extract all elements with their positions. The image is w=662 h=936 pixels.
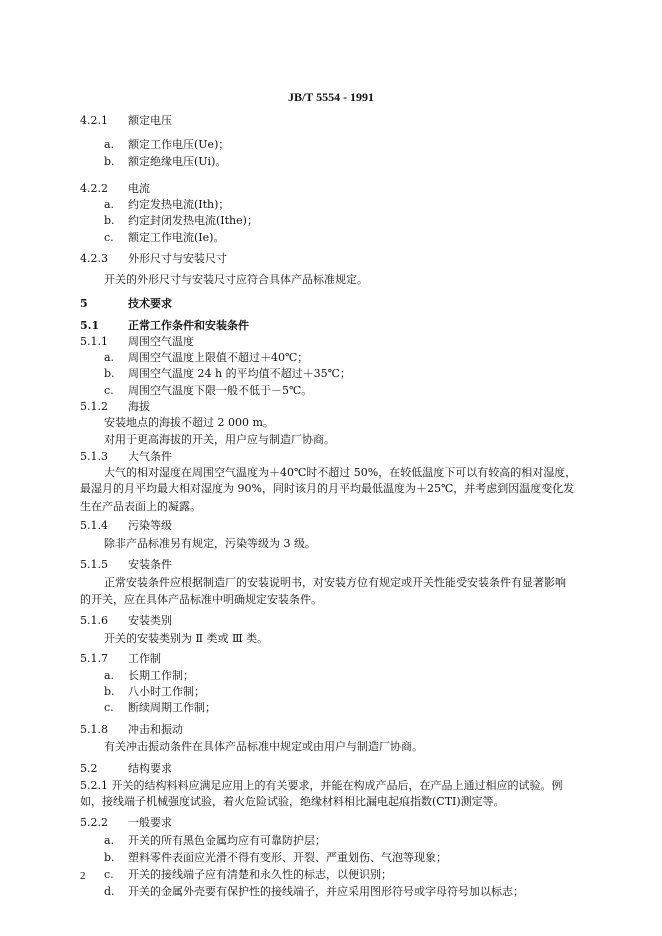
text-line [104, 868, 392, 882]
clause-number: 4.2.3 [80, 252, 108, 265]
list-letter: c. [104, 868, 114, 881]
clause-number: 5.1.3 [80, 450, 108, 463]
line-text: 5.2.1 开关的结构料料应满足应用上的有关要求，并能在构成产品后，在产品上通过相应的试验。例 [80, 779, 563, 792]
clause-number: 5.1 [80, 319, 100, 332]
line-text: 工作制 [128, 652, 161, 665]
page-number: 2 [80, 870, 86, 882]
text-line [104, 701, 216, 715]
text-line [80, 252, 227, 266]
line-text: 八小时工作制； [128, 685, 205, 698]
text-line [80, 482, 574, 496]
list-letter: a. [104, 351, 115, 364]
text-line [80, 114, 172, 128]
text-line [104, 669, 194, 683]
line-text: 的开关，应在具体产品标准中明确规定安装条件。 [80, 593, 322, 606]
text-line [104, 433, 335, 447]
line-text: 有关冲击振动条件在具体产品标准中规定或由用户与制造厂协商。 [104, 740, 423, 753]
clause-number: 5.1.7 [80, 652, 108, 665]
text-line [80, 816, 172, 830]
clause-number: 5.1.8 [80, 723, 108, 736]
list-letter: b. [104, 367, 115, 380]
text-line [104, 416, 274, 430]
line-text: 周围空气温度下限一般不低于－5℃。 [128, 384, 313, 397]
line-text: 冲击和振动 [128, 723, 183, 736]
text-line [80, 614, 172, 628]
line-text: 开关的金属外壳要有保护性的接线端子，并应采用图形符号或字母符号加以标志； [128, 885, 524, 898]
clause-number: 5.2 [80, 762, 98, 775]
text-line [104, 537, 316, 551]
clause-number: 5.2.2 [80, 816, 108, 829]
line-text: 海拔 [128, 400, 150, 413]
line-text: 约定发热电流(Ith)； [128, 198, 230, 211]
text-line [80, 593, 322, 607]
text-line [80, 779, 562, 793]
list-letter: b. [104, 155, 115, 168]
line-text: 开关的外形尺寸与安装尺寸应符合具体产品标准规定。 [104, 273, 368, 286]
line-text: 正常工作条件和安装条件 [128, 319, 249, 332]
text-line [104, 885, 524, 899]
clause-number: 4.2.1 [80, 114, 108, 127]
clause-number: 5.1.5 [80, 558, 108, 571]
line-text: 额定绝缘电压(Ui)。 [128, 155, 227, 168]
line-text: 生在产品表面上的凝露。 [80, 500, 201, 513]
text-line [80, 400, 150, 414]
text-line [104, 231, 224, 245]
line-text: 额定电压 [128, 114, 172, 127]
text-line [80, 519, 172, 533]
line-text: 如，接线端子机械强度试验，着火危险试验，绝缘材料相比漏电起痕指数(CTI)测定等。 [80, 795, 505, 808]
line-text: 周围空气温度 24 h 的平均值不超过＋35℃； [128, 367, 351, 380]
line-text: 额定工作电流(Ie)。 [128, 231, 225, 244]
text-line [104, 155, 226, 169]
text-line [80, 335, 194, 349]
line-text: 外形尺寸与安装尺寸 [128, 252, 227, 265]
text-line [104, 740, 423, 754]
text-line [104, 466, 576, 480]
text-line [104, 576, 566, 590]
text-line [104, 273, 368, 287]
text-line [104, 367, 351, 381]
text-line [104, 632, 268, 646]
text-line [104, 834, 326, 848]
clause-number: 5.1.1 [80, 335, 108, 348]
line-text: 额定工作电压(Ue)； [128, 138, 230, 151]
text-line [104, 138, 229, 152]
list-letter: b. [104, 685, 115, 698]
text-line [80, 723, 183, 737]
line-text: 正常安装条件应根据制造厂的安装说明书，对安装方位有规定或开关性能受安装条件有显著影响 [104, 576, 566, 589]
text-line [80, 319, 249, 333]
line-text: 长期工作制； [128, 669, 194, 682]
list-letter: c. [104, 701, 114, 714]
list-letter: a. [104, 138, 115, 151]
text-line [104, 214, 258, 228]
list-letter: c. [104, 384, 114, 397]
line-text: 污染等级 [128, 519, 172, 532]
text-line [80, 652, 161, 666]
line-text: 安装类别 [128, 614, 172, 627]
text-line [80, 500, 201, 514]
clause-number: 5.1.4 [80, 519, 108, 532]
text-line [80, 297, 172, 311]
line-text: 一般要求 [128, 816, 172, 829]
clause-number: 5 [80, 297, 88, 310]
text-line [80, 182, 150, 196]
clause-number: 5.1.2 [80, 400, 108, 413]
line-text: 技术要求 [128, 297, 172, 310]
line-text: 开关的安装类别为 Ⅱ 类或 Ⅲ 类。 [104, 632, 269, 645]
line-text: 安装地点的海拔不超过 2 000 m。 [104, 416, 274, 429]
text-line [104, 351, 308, 365]
line-text: 大气条件 [128, 450, 172, 463]
line-text: 结构要求 [128, 762, 172, 775]
line-text: 断续周期工作制； [128, 701, 216, 714]
text-line [80, 795, 505, 809]
line-text: 安装条件 [128, 558, 172, 571]
list-letter: a. [104, 834, 115, 847]
line-text: 塑料零件表面应光滑不得有变形、开裂、严重划伤、气泡等现象； [128, 851, 447, 864]
line-text: 大气的相对湿度在周围空气温度为＋40℃时不超过 50%，在较低温度下可以有较高的相对湿度， [104, 466, 577, 479]
line-text: 开关的接线端子应有清楚和永久性的标志，以便识别； [128, 868, 392, 881]
list-letter: b. [104, 851, 115, 864]
list-letter: a. [104, 669, 115, 682]
line-text: 最湿月的月平均最大相对湿度为 90%，同时该月的月平均最低温度为＋25℃，并考虑到因温度变化发 [80, 482, 575, 495]
line-text: 除非产品标准另有规定，污染等级为 3 级。 [104, 537, 316, 550]
list-letter: c. [104, 231, 114, 244]
line-text: 电流 [128, 182, 150, 195]
line-text: 约定封闭发热电流(Ithe)； [128, 214, 258, 227]
list-letter: b. [104, 214, 115, 227]
line-text: 周围空气温度上限值不超过＋40℃； [128, 351, 309, 364]
clause-number: 5.1.6 [80, 614, 108, 627]
text-line [80, 558, 172, 572]
text-line [104, 851, 447, 865]
text-line [104, 384, 312, 398]
line-text: 对用于更高海拔的开关，用户应与制造厂协商。 [104, 433, 335, 446]
list-letter: a. [104, 198, 115, 211]
list-letter: d. [104, 885, 115, 898]
text-line [80, 450, 172, 464]
line-text: 开关的所有黑色金属均应有可靠防护层； [128, 834, 326, 847]
text-line [104, 685, 205, 699]
standard-header: JB/T 5554 - 1991 [287, 90, 375, 104]
text-line [80, 762, 172, 776]
line-text: 周围空气温度 [128, 335, 194, 348]
text-line [104, 198, 229, 212]
clause-number: 4.2.2 [80, 182, 108, 195]
